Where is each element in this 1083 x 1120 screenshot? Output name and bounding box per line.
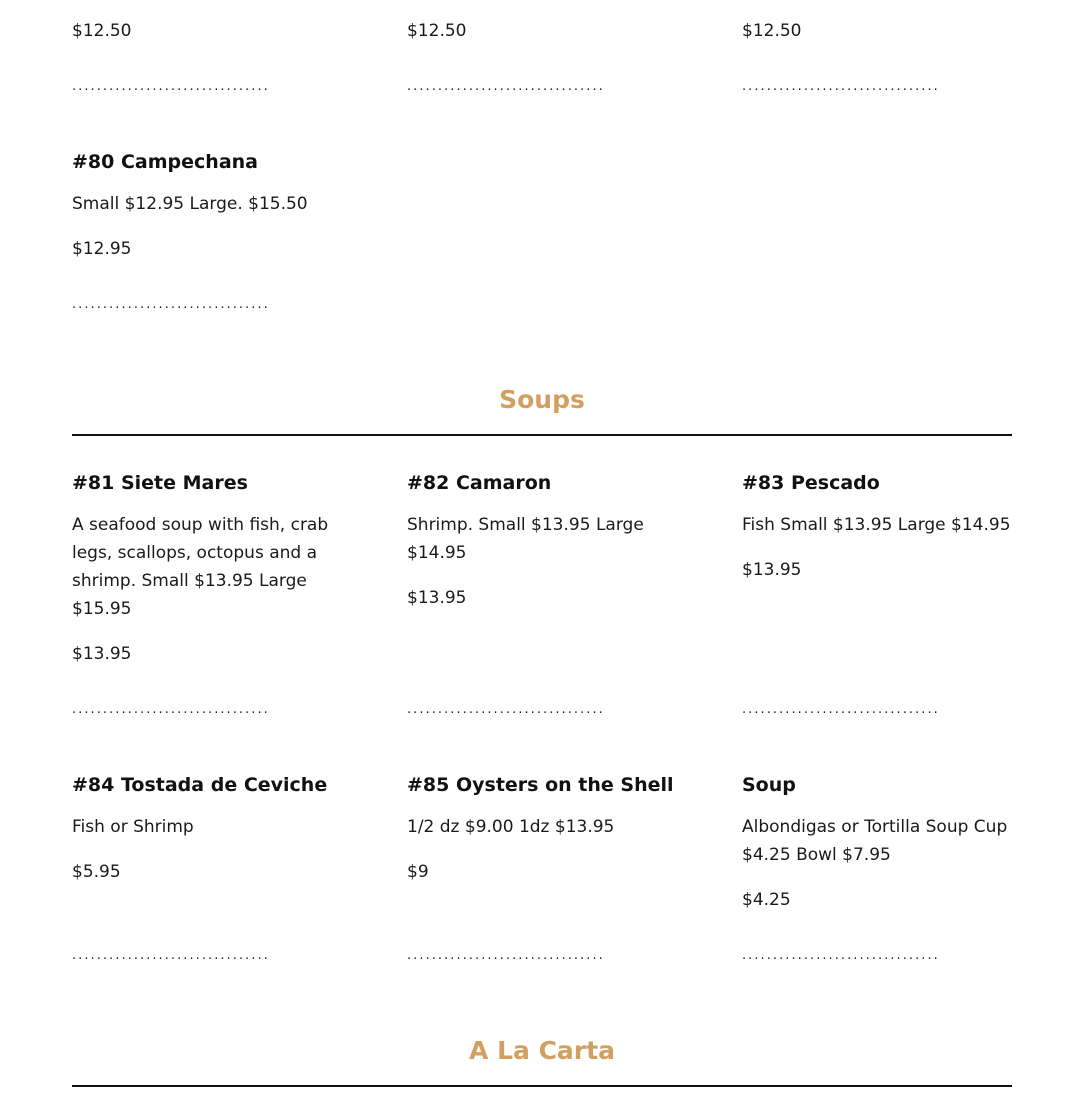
item-name: #84 Tostada de Ceviche (72, 774, 328, 796)
item-name: #83 Pescado (742, 472, 880, 494)
top-row-partial (72, 17, 1012, 45)
item-description: 1/2 dz $9.00 1dz $13.95 (407, 817, 615, 837)
section-title-a-la-carta: A La Carta (469, 1036, 615, 1065)
menu-item (742, 771, 1012, 914)
dotted-separator: ................................ (742, 949, 940, 963)
item-price: $9 (407, 862, 429, 882)
item-price: $13.95 (72, 644, 132, 664)
dotted-separator: ................................ (742, 703, 940, 717)
item-description: Albondigas or Tortilla Soup Cup $4.25 Bowl $7.95 (742, 817, 1008, 865)
section-divider (72, 1085, 1012, 1087)
dotted-separator: ................................ (407, 80, 605, 94)
item-name: Soup (742, 774, 796, 796)
item-price: $12.50 (742, 21, 802, 41)
dotted-separator: ................................ (72, 703, 270, 717)
dotted-separator: ................................ (72, 949, 270, 963)
item-price: $12.50 (72, 21, 132, 41)
item-description: A seafood soup with fish, crab legs, scallops, octopus and a shrimp. Small $13.95 Large $15.95 (72, 515, 329, 619)
menu-item (407, 771, 677, 914)
menu-item-campechana (72, 148, 342, 263)
item-price: $5.95 (72, 862, 121, 882)
item-price: $13.95 (742, 560, 802, 580)
section-title-soups: Soups (499, 385, 585, 414)
menu-item (72, 17, 342, 45)
dotted-separator: ................................ (72, 298, 270, 312)
soups-row-1 (72, 469, 1012, 668)
dotted-separator: ................................ (407, 703, 605, 717)
dots-row (72, 703, 1012, 717)
item-description: Fish Small $13.95 Large $14.95 (742, 515, 1011, 535)
menu-item (742, 17, 1012, 45)
item-price: $4.25 (742, 890, 791, 910)
item-price: $12.95 (72, 239, 132, 259)
item-name: #85 Oysters on the Shell (407, 774, 674, 796)
dotted-separator: ................................ (407, 949, 605, 963)
item-price: $12.50 (407, 21, 467, 41)
item-description: Small $12.95 Large. $15.50 (72, 194, 308, 214)
soups-row-2 (72, 771, 1012, 914)
item-name: #82 Camaron (407, 472, 552, 494)
item-description: Fish or Shrimp (72, 817, 194, 837)
section-divider (72, 434, 1012, 436)
dots-row (72, 949, 1012, 963)
dotted-separator: ................................ (72, 80, 270, 94)
menu-item (72, 469, 342, 668)
dots-row (72, 80, 1012, 94)
menu-item (407, 17, 677, 45)
item-name: #81 Siete Mares (72, 472, 248, 494)
dotted-separator: ................................ (742, 80, 940, 94)
item-price: $13.95 (407, 588, 467, 608)
menu-item (742, 469, 1012, 668)
item-description: Shrimp. Small $13.95 Large $14.95 (407, 515, 644, 563)
item-name: #80 Campechana (72, 151, 258, 173)
menu-item (407, 469, 677, 668)
menu-item (72, 771, 342, 914)
